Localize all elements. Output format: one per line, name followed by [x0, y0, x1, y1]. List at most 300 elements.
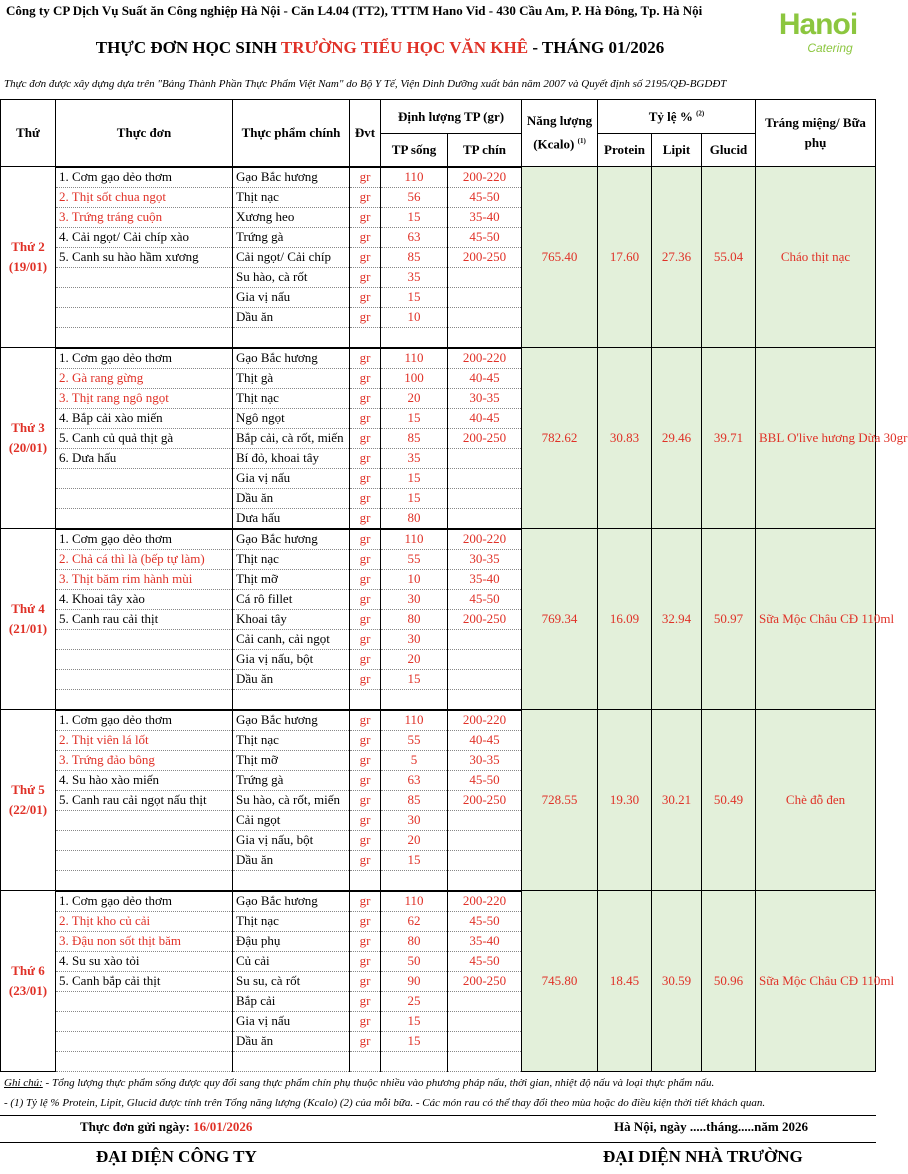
cooked-cell: 200-250 [448, 428, 522, 448]
raw-cell [381, 870, 448, 891]
cooked-cell [448, 448, 522, 468]
note-line-2: - (1) Tỷ lệ % Protein, Lipit, Glucid được tính trên Tổng năng lượng (Kcalo) (2) của mỗi bữa. - Các món rau có thể thay đổi theo mùa hoặc do điều kiện thời tiết khách quan. [4, 1097, 766, 1109]
ingredient-cell: Khoai tây [233, 609, 350, 629]
sent-label: Thực đơn gửi ngày: [80, 1119, 194, 1134]
ingredient-cell: Bắp cải, cà rốt, miến [233, 428, 350, 448]
unit-cell: gr [350, 770, 381, 790]
dish-cell [56, 267, 233, 287]
cooked-cell: 35-40 [448, 207, 522, 227]
cooked-cell: 200-220 [448, 529, 522, 550]
cooked-cell: 35-40 [448, 569, 522, 589]
col-energy-label: Năng lượng (Kcalo) [526, 113, 593, 152]
note-text-1: - Tổng lượng thực phẩm sống được quy đổi sang thực phẩm chín phụ thuộc nhiều vào phương pháp nấu, thời gian, nhiệt độ nấu và loại thực phẩm nấu. [42, 1077, 715, 1089]
ingredient-cell: Dầu ăn [233, 488, 350, 508]
cooked-cell [448, 870, 522, 891]
unit-cell: gr [350, 931, 381, 951]
col-lipit: Lipit [652, 134, 702, 167]
col-protein: Protein [598, 134, 652, 167]
col-energy-note: (1) [577, 137, 586, 146]
dish-cell: 5. Canh bắp cải thịt [56, 971, 233, 991]
energy-cell: 782.62 [522, 348, 598, 529]
unit-cell: gr [350, 488, 381, 508]
ingredient-cell: Thịt mỡ [233, 750, 350, 770]
day-label: Thứ 3 [11, 420, 45, 435]
sent-date [80, 1119, 252, 1135]
energy-cell: 728.55 [522, 710, 598, 891]
ingredient-cell: Trứng gà [233, 770, 350, 790]
raw-cell: 25 [381, 991, 448, 1011]
raw-cell: 110 [381, 891, 448, 912]
unit-cell [350, 870, 381, 891]
dish-cell [56, 327, 233, 348]
raw-cell [381, 689, 448, 710]
cooked-cell [448, 327, 522, 348]
raw-cell: 35 [381, 267, 448, 287]
unit-cell: gr [350, 549, 381, 569]
unit-cell: gr [350, 307, 381, 327]
lipit-cell: 29.46 [652, 348, 702, 529]
raw-cell: 63 [381, 770, 448, 790]
ingredient-cell: Thịt mỡ [233, 569, 350, 589]
ingredient-cell: Su su, cà rốt [233, 971, 350, 991]
raw-cell: 30 [381, 629, 448, 649]
unit-cell: gr [350, 830, 381, 850]
cooked-cell [448, 508, 522, 529]
unit-cell: gr [350, 810, 381, 830]
ingredient-cell: Đậu phụ [233, 931, 350, 951]
unit-cell: gr [350, 348, 381, 369]
company-info: Công ty CP Dịch Vụ Suất ăn Công nghiệp Hà Nội - Căn L4.04 (TT2), TTTM Hano Vid - 430 Cầu Am, P. Hà Đông, Tp. Hà Nội [6, 3, 703, 18]
protein-cell: 30.83 [598, 348, 652, 529]
raw-cell: 63 [381, 227, 448, 247]
cooked-cell: 40-45 [448, 408, 522, 428]
dish-cell: 5. Canh rau cải ngọt nấu thịt [56, 790, 233, 810]
cooked-cell [448, 649, 522, 669]
cooked-cell: 200-220 [448, 710, 522, 731]
cooked-cell: 200-250 [448, 247, 522, 267]
cooked-cell: 45-50 [448, 911, 522, 931]
raw-cell: 80 [381, 609, 448, 629]
cooked-cell: 30-35 [448, 549, 522, 569]
unit-cell [350, 1051, 381, 1071]
cooked-cell: 45-50 [448, 589, 522, 609]
raw-cell: 85 [381, 428, 448, 448]
ingredient-cell: Su hào, cà rốt [233, 267, 350, 287]
dessert-cell: Cháo thịt nạc [756, 167, 876, 348]
col-ratio-label: Tỷ lệ % [648, 108, 693, 124]
col-energy [522, 100, 598, 167]
dish-cell: 5. Canh su hào hầm xương [56, 247, 233, 267]
ingredient-cell: Bí đỏ, khoai tây [233, 448, 350, 468]
col-unit: Đvt [350, 100, 381, 167]
unit-cell: gr [350, 710, 381, 731]
unit-cell: gr [350, 850, 381, 870]
title-suffix: - THÁNG 01/2026 [528, 38, 665, 57]
dish-cell: 3. Thịt rang ngô ngọt [56, 388, 233, 408]
raw-cell: 110 [381, 167, 448, 188]
unit-cell [350, 327, 381, 348]
col-cooked: TP chín [448, 134, 522, 167]
ingredient-cell [233, 689, 350, 710]
unit-cell: gr [350, 911, 381, 931]
unit-cell: gr [350, 569, 381, 589]
unit-cell: gr [350, 1031, 381, 1051]
day-cell [1, 167, 56, 348]
ingredient-cell: Cải canh, cải ngọt [233, 629, 350, 649]
dish-cell [56, 649, 233, 669]
table-row [1, 167, 876, 188]
raw-cell: 62 [381, 911, 448, 931]
dish-cell: 4. Cải ngọt/ Cải chíp xào [56, 227, 233, 247]
col-dessert: Tráng miệng/ Bữa phụ [756, 100, 876, 167]
dish-cell [56, 870, 233, 891]
unit-cell: gr [350, 448, 381, 468]
raw-cell: 15 [381, 850, 448, 870]
energy-cell: 769.34 [522, 529, 598, 710]
ingredient-cell: Thịt nạc [233, 911, 350, 931]
dish-cell: 4. Su su xào tỏi [56, 951, 233, 971]
raw-cell: 30 [381, 810, 448, 830]
cooked-cell [448, 830, 522, 850]
day-label: Thứ 2 [11, 239, 45, 254]
raw-cell: 20 [381, 830, 448, 850]
lipit-cell: 30.59 [652, 891, 702, 1072]
table-row [1, 710, 876, 731]
energy-cell: 745.80 [522, 891, 598, 1072]
unit-cell: gr [350, 508, 381, 529]
unit-cell: gr [350, 1011, 381, 1031]
dessert-cell: Sữa Mộc Châu CĐ 110ml [756, 891, 876, 1072]
dish-cell [56, 810, 233, 830]
raw-cell: 30 [381, 589, 448, 609]
title-school: TRƯỜNG TIỂU HỌC VĂN KHÊ [280, 38, 529, 57]
cooked-cell: 40-45 [448, 368, 522, 388]
dish-cell [56, 669, 233, 689]
dessert-cell: Sữa Mộc Châu CĐ 110ml [756, 529, 876, 710]
dessert-cell: Chè đỗ đen [756, 710, 876, 891]
raw-cell: 15 [381, 1031, 448, 1051]
energy-cell: 765.40 [522, 167, 598, 348]
protein-cell: 16.09 [598, 529, 652, 710]
raw-cell: 20 [381, 649, 448, 669]
glucid-cell: 39.71 [702, 348, 756, 529]
dish-cell [56, 1031, 233, 1051]
cooked-cell: 45-50 [448, 187, 522, 207]
glucid-cell: 50.96 [702, 891, 756, 1072]
raw-cell: 15 [381, 669, 448, 689]
raw-cell: 85 [381, 790, 448, 810]
cooked-cell [448, 1051, 522, 1071]
raw-cell: 80 [381, 508, 448, 529]
cooked-cell [448, 1031, 522, 1051]
cooked-cell [448, 307, 522, 327]
raw-cell [381, 1051, 448, 1071]
dish-cell [56, 689, 233, 710]
raw-cell: 55 [381, 730, 448, 750]
cooked-cell: 40-45 [448, 730, 522, 750]
raw-cell: 20 [381, 388, 448, 408]
dish-cell: 5. Canh củ quả thịt gà [56, 428, 233, 448]
lipit-cell: 30.21 [652, 710, 702, 891]
ingredient-cell [233, 870, 350, 891]
col-glucid: Glucid [702, 134, 756, 167]
ingredient-cell: Ngô ngọt [233, 408, 350, 428]
unit-cell: gr [350, 790, 381, 810]
unit-cell: gr [350, 187, 381, 207]
sign-school: ĐẠI DIỆN NHÀ TRƯỜNG [603, 1147, 803, 1166]
ingredient-cell [233, 1051, 350, 1071]
dish-cell: 2. Chả cá thì là (bếp tự làm) [56, 549, 233, 569]
ingredient-cell: Thịt nạc [233, 549, 350, 569]
col-quantity: Định lượng TP (gr) [381, 100, 522, 134]
dish-cell: 4. Khoai tây xào [56, 589, 233, 609]
dish-cell [56, 991, 233, 1011]
sign-company: ĐẠI DIỆN CÔNG TY [96, 1147, 257, 1166]
ingredient-cell: Cá rô fillet [233, 589, 350, 609]
cooked-cell: 200-220 [448, 167, 522, 188]
dish-cell: 3. Trứng tráng cuộn [56, 207, 233, 227]
glucid-cell: 55.04 [702, 167, 756, 348]
cooked-cell [448, 669, 522, 689]
day-cell [1, 710, 56, 891]
ingredient-cell: Gạo Bắc hương [233, 167, 350, 188]
col-raw: TP sống [381, 134, 448, 167]
dish-cell [56, 508, 233, 529]
cooked-cell [448, 850, 522, 870]
ingredient-cell: Gia vị nấu, bột [233, 830, 350, 850]
table-row [1, 891, 876, 912]
day-date: (22/01) [8, 802, 48, 817]
raw-cell: 15 [381, 287, 448, 307]
unit-cell: gr [350, 408, 381, 428]
ingredient-cell: Gia vị nấu [233, 287, 350, 307]
dish-cell: 3. Thịt băm rim hành mùi [56, 569, 233, 589]
ingredient-cell: Gia vị nấu [233, 1011, 350, 1031]
cooked-cell: 45-50 [448, 227, 522, 247]
ingredient-cell: Xương heo [233, 207, 350, 227]
cooked-cell [448, 991, 522, 1011]
ingredient-cell: Gia vị nấu, bột [233, 649, 350, 669]
dish-cell: 1. Cơm gạo dẻo thơm [56, 891, 233, 912]
cooked-cell: 45-50 [448, 770, 522, 790]
cooked-cell: 30-35 [448, 388, 522, 408]
divider [0, 1142, 876, 1143]
raw-cell: 15 [381, 488, 448, 508]
ingredient-cell: Gạo Bắc hương [233, 348, 350, 369]
cooked-cell: 45-50 [448, 951, 522, 971]
note-line-1 [4, 1073, 765, 1093]
cooked-cell: 200-220 [448, 891, 522, 912]
dish-cell [56, 488, 233, 508]
dish-cell: 3. Đậu non sốt thịt băm [56, 931, 233, 951]
glucid-cell: 50.49 [702, 710, 756, 891]
raw-cell: 110 [381, 529, 448, 550]
cooked-cell [448, 810, 522, 830]
unit-cell: gr [350, 287, 381, 307]
day-label: Thứ 5 [11, 782, 45, 797]
logo-sub: Catering [807, 41, 853, 55]
raw-cell: 110 [381, 348, 448, 369]
cooked-cell [448, 689, 522, 710]
day-date: (20/01) [8, 440, 48, 455]
dish-cell: 2. Thịt viên lá lốt [56, 730, 233, 750]
raw-cell: 15 [381, 207, 448, 227]
day-date: (23/01) [8, 982, 48, 998]
col-ingredient: Thực phẩm chính [233, 100, 350, 167]
ingredient-cell: Thịt nạc [233, 730, 350, 750]
ingredient-cell: Củ cải [233, 951, 350, 971]
dish-cell: 2. Gà rang gừng [56, 368, 233, 388]
glucid-cell: 50.97 [702, 529, 756, 710]
day-date: (19/01) [8, 259, 48, 274]
col-day: Thứ [1, 100, 56, 167]
day-cell [1, 348, 56, 529]
day-label: Thứ 6 [11, 962, 45, 978]
lipit-cell: 32.94 [652, 529, 702, 710]
cooked-cell [448, 267, 522, 287]
day-cell [1, 529, 56, 710]
notes [4, 1073, 765, 1113]
unit-cell: gr [350, 468, 381, 488]
raw-cell: 10 [381, 569, 448, 589]
unit-cell: gr [350, 428, 381, 448]
ingredient-cell: Gạo Bắc hương [233, 529, 350, 550]
cooked-cell [448, 488, 522, 508]
ingredient-cell: Cải ngọt [233, 810, 350, 830]
unit-cell: gr [350, 991, 381, 1011]
raw-cell [381, 327, 448, 348]
unit-cell: gr [350, 971, 381, 991]
raw-cell: 56 [381, 187, 448, 207]
divider [0, 1115, 876, 1116]
dish-cell [56, 1051, 233, 1071]
cooked-cell [448, 287, 522, 307]
dish-cell: 2. Thịt kho củ cải [56, 911, 233, 931]
raw-cell: 85 [381, 247, 448, 267]
menu-table [0, 99, 908, 1072]
cooked-cell: 200-250 [448, 790, 522, 810]
unit-cell: gr [350, 589, 381, 609]
ingredient-cell: Gạo Bắc hương [233, 891, 350, 912]
raw-cell: 50 [381, 951, 448, 971]
dish-cell: 5. Canh rau cải thịt [56, 609, 233, 629]
dish-cell: 1. Cơm gạo dẻo thơm [56, 167, 233, 188]
dish-cell [56, 830, 233, 850]
ingredient-cell: Thịt nạc [233, 388, 350, 408]
unit-cell: gr [350, 167, 381, 188]
cooked-cell: 200-250 [448, 609, 522, 629]
dish-cell: 6. Dưa hấu [56, 448, 233, 468]
protein-cell: 17.60 [598, 167, 652, 348]
dish-cell: 1. Cơm gạo dẻo thơm [56, 348, 233, 369]
raw-cell: 100 [381, 368, 448, 388]
raw-cell: 80 [381, 931, 448, 951]
col-ratio [598, 100, 756, 134]
unit-cell: gr [350, 750, 381, 770]
cooked-cell: 30-35 [448, 750, 522, 770]
unit-cell: gr [350, 529, 381, 550]
unit-cell: gr [350, 891, 381, 912]
cooked-cell: 200-250 [448, 971, 522, 991]
raw-cell: 35 [381, 448, 448, 468]
page-title [0, 38, 760, 58]
dessert-cell: BBL O'live hương Dừa 30gr [756, 348, 876, 529]
unit-cell: gr [350, 207, 381, 227]
ingredient-cell: Dưa hấu [233, 508, 350, 529]
ingredient-cell: Cải ngọt/ Cải chíp [233, 247, 350, 267]
unit-cell: gr [350, 267, 381, 287]
cooked-cell [448, 468, 522, 488]
raw-cell: 15 [381, 468, 448, 488]
ingredient-cell: Bắp cải [233, 991, 350, 1011]
place-date: Hà Nội, ngày .....tháng.....năm 2026 [614, 1119, 808, 1134]
ingredient-cell: Thịt nạc [233, 187, 350, 207]
cooked-cell [448, 629, 522, 649]
unit-cell: gr [350, 730, 381, 750]
ingredient-cell: Thịt gà [233, 368, 350, 388]
dish-cell [56, 287, 233, 307]
header [0, 0, 876, 72]
ingredient-cell: Trứng gà [233, 227, 350, 247]
raw-cell: 10 [381, 307, 448, 327]
table-row [1, 348, 876, 369]
raw-cell: 110 [381, 710, 448, 731]
dish-cell: 1. Cơm gạo dẻo thơm [56, 529, 233, 550]
table-row [1, 529, 876, 550]
dish-cell: 2. Thịt sốt chua ngọt [56, 187, 233, 207]
title-prefix: THỰC ĐƠN HỌC SINH [95, 38, 281, 57]
cooked-cell [448, 1011, 522, 1031]
subtitle: Thực đơn được xây dựng dựa trên "Bảng Thành Phần Thực Phẩm Việt Nam" do Bộ Y Tế, Viện Dinh Dưỡng xuất bản năm 2007 và Quyết định số 2195/QĐ-BGDĐT [4, 78, 727, 90]
ingredient-cell: Dầu ăn [233, 669, 350, 689]
ingredient-cell: Dầu ăn [233, 850, 350, 870]
day-date: (21/01) [8, 621, 48, 636]
raw-cell: 15 [381, 1011, 448, 1031]
dish-cell [56, 307, 233, 327]
col-menu: Thực đơn [56, 100, 233, 167]
cooked-cell: 200-220 [448, 348, 522, 369]
raw-cell: 5 [381, 750, 448, 770]
dish-cell [56, 1011, 233, 1031]
ingredient-cell: Dầu ăn [233, 1031, 350, 1051]
lipit-cell: 27.36 [652, 167, 702, 348]
unit-cell: gr [350, 247, 381, 267]
raw-cell: 15 [381, 408, 448, 428]
unit-cell: gr [350, 649, 381, 669]
day-cell [1, 891, 56, 1072]
unit-cell: gr [350, 629, 381, 649]
ingredient-cell: Su hào, cà rốt, miến [233, 790, 350, 810]
note-label: Ghi chú: [4, 1077, 43, 1089]
dish-cell: 1. Cơm gạo dẻo thơm [56, 710, 233, 731]
dish-cell: 4. Su hào xào miến [56, 770, 233, 790]
raw-cell: 55 [381, 549, 448, 569]
sent-date-value: 16/01/2026 [193, 1119, 253, 1134]
unit-cell: gr [350, 227, 381, 247]
protein-cell: 18.45 [598, 891, 652, 1072]
unit-cell [350, 689, 381, 710]
dish-cell: 3. Trứng đảo bông [56, 750, 233, 770]
dish-cell [56, 850, 233, 870]
unit-cell: gr [350, 951, 381, 971]
dish-cell: 4. Bắp cải xào miến [56, 408, 233, 428]
logo-main: Hanoi [778, 8, 858, 41]
dish-cell [56, 629, 233, 649]
protein-cell: 19.30 [598, 710, 652, 891]
ingredient-cell: Gạo Bắc hương [233, 710, 350, 731]
ingredient-cell: Dầu ăn [233, 307, 350, 327]
col-ratio-note: (2) [696, 109, 705, 118]
